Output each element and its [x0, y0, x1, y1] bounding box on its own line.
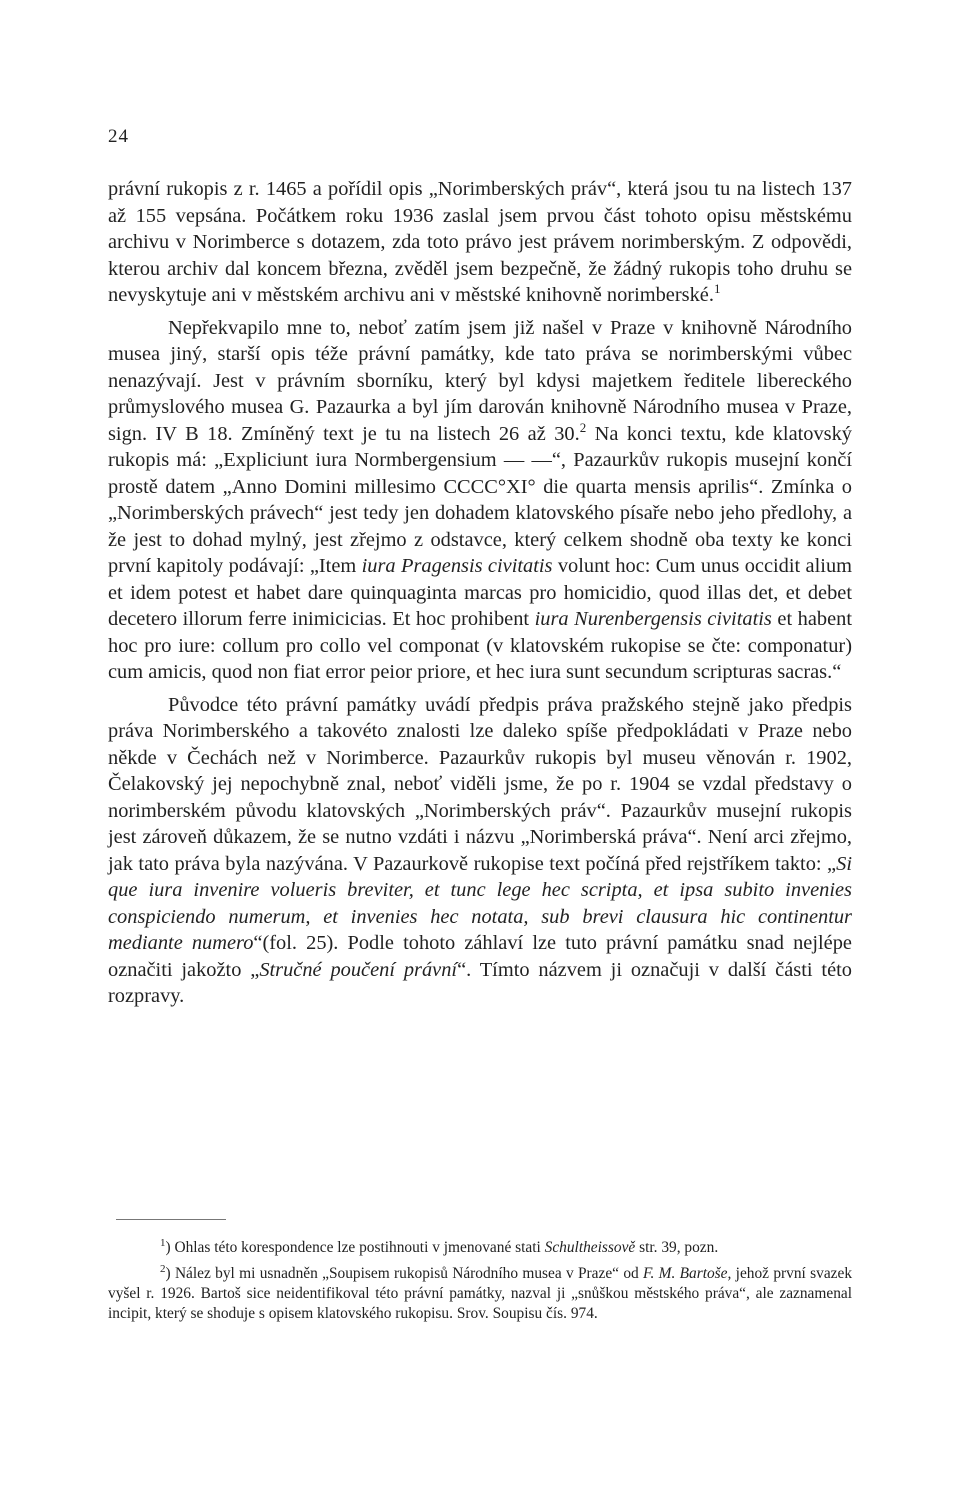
footnotes [108, 1238, 852, 1330]
text-run: Na konci textu, kde klatovský rukopis má: „Expliciunt iura Normbergensium — —“, Pazaurkův rukopis musejní končí prostě datem „Anno Domini millesimo CCCC°XI° die quarta mensis aprilis“. Zmínka o „Norimberských právech“ jest tedy jen dohadem klatovského písaře nebo jeho předlohy, a že jest to dohad mylný, jest zřejmo z odstavce, který celkem shodně oba texty ke konci první kapitoly podávají: „Item [108, 422, 853, 577]
footnote-mark: 2 [160, 1262, 166, 1275]
italic-text: Stručné poučení právní [259, 958, 458, 981]
footnote-mark: 1 [160, 1236, 166, 1249]
text-run: ) Nález byl mi usnadněn „Soupisem rukopisů Národního musea v Praze“ od [165, 1265, 644, 1282]
text-run: jehož první svazek vyšel r. 1926. Bartoš sice neidentifikoval této právní památky, nazval ji „snůškou městského práva“, ale zaznamenal incipit, který se shoduje s opisem klatovského rukopisu. Srov. Soupisu čís. 974. [108, 1265, 853, 1322]
footnote [108, 1238, 852, 1258]
italic-text: F. M. Bartoše, [643, 1265, 732, 1282]
footnote [108, 1264, 852, 1324]
italic-text: iura Nurenbergensis civitatis [534, 608, 772, 630]
page-number: 24 [108, 126, 129, 147]
paragraph [108, 315, 852, 686]
text-run: et habent hoc pro iure: collum pro collo vel componat (v klatovském rukopise se čte: componatur) cum amicis, quod non fiat error peior priore, et hec iura sunt secundum scripturas sacras.“ [108, 608, 853, 683]
text-run: Nepřekvapilo mne to, neboť zatím jsem již našel v Praze v knihovně Národního musea jiný, starší opis téže právní památky, kde tato práva se norimberskými vůbec nenazývají. Jest v právním sborníku, který byl kdysi majetkem ředitele libereckého průmyslového musea G. Pazaurka a byl jím darován knihovně Národního musea v Praze, sign. IV B 18. Zmíněný text je tu na listech 26 až 30. [108, 316, 852, 445]
footnote-reference: 1 [713, 281, 721, 297]
italic-text: Si que iura invenire volueris breviter, et tunc lege hec scripta, et ipsa subito invenies conspiciendo numerum, et invenies hec notata, sub brevi clausura hic continentur mediante numero [108, 852, 852, 954]
italic-text: iura Pragensis civitatis [361, 555, 553, 577]
paragraph [108, 176, 852, 309]
body-text [108, 176, 852, 1010]
text-run: “(fol. 25). Podle tohoto záhlaví lze tuto právní památku snad nejlépe označiti jakožto „ [108, 932, 852, 981]
footnote-reference: 2 [579, 419, 587, 435]
text-run: “. Tímto názvem ji označuji v další části této rozpravy. [108, 958, 852, 1007]
text-run: ) Ohlas této korespondence lze postihnouti v jmenované stati [165, 1239, 545, 1256]
text-run: volunt hoc: Cum unus occidit alium et idem potest et habet dare quinquaginta marcas pro homicidio, quod illas det, et debet decetero illorum ferre inimicicias. Et hoc prohibent [108, 555, 852, 630]
italic-text: Schultheissově [544, 1239, 636, 1256]
text-run: právní rukopis z r. 1465 a pořídil opis „Norimberských práv“, která jsou tu na listech 137 až 155 vepsána. Počátkem roku 1936 zaslal jsem prvou část tohoto opisu městskému archivu v Norimberce s dotazem, zda toto právo jest právem norimberským. Z odpovědi, kterou archiv dal koncem března, zvěděl jsem bezpečně, že žádný rukopis toho druhu se nevyskytuje ani v městském archivu ani v městské knihovně norimberské. [108, 178, 852, 306]
text-run: str. 39, pozn. [635, 1239, 719, 1256]
text-run: Původce této právní památky uvádí předpis práva pražského stejně jako předpis práva Norimberského a takovéto znalosti lze daleko spíše předpokládati v Praze nebo někde v Čechách než v Norimberce. Pazaurkův rukopis byl museu věnován r. 1902, Čelakovský jej nepochybně znal, neboť viděli jsme, že po r. 1904 se vzdal představy o norimberském původu klatovských „Norimberských práv“. Pazaurkův musejní rukopis jest zároveň důkazem, že se nutno vzdáti i názvu „Norimberská práva“. Není arci zřejmo, jak tato práva byla nazývána. V Pazaurkově rukopise text počíná před rejstříkem takto: „ [108, 693, 852, 875]
paragraph [108, 692, 852, 1010]
footnote-separator [116, 1219, 226, 1220]
